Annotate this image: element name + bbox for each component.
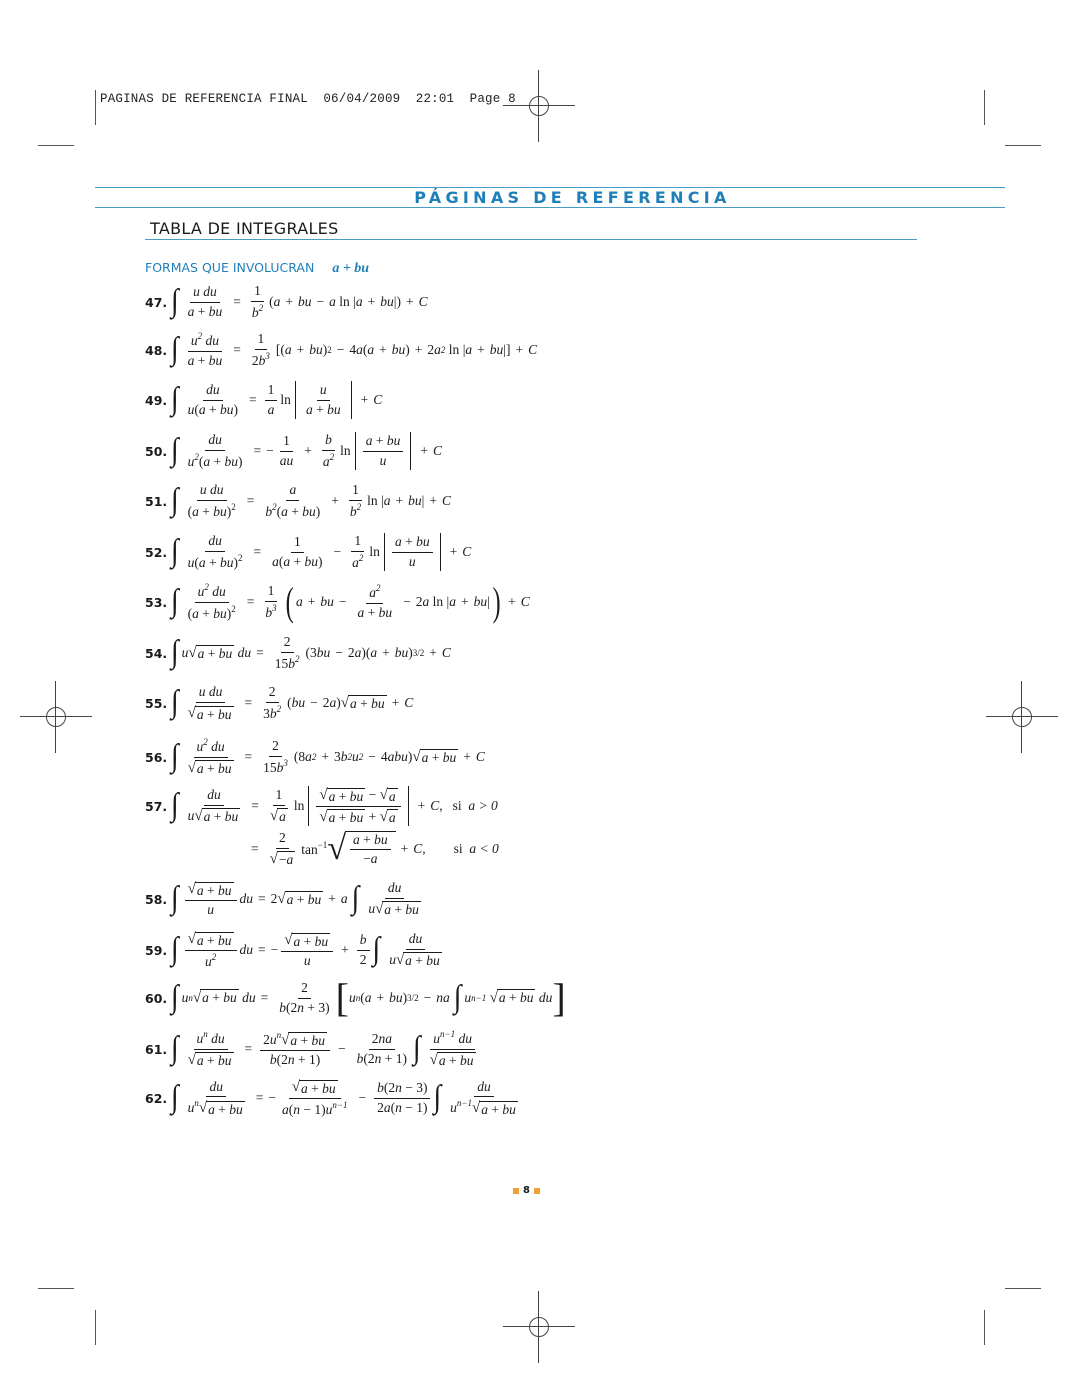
formula-57-case-2: = 2 √ −a $\tan^{-1}$ √ $\frac{a + bu}{-a}$ + C , si a < 0 — [251, 830, 499, 868]
formula-number: 62. — [145, 1090, 168, 1106]
integral-sign-icon: ∫ — [351, 880, 360, 917]
registration-mark-right-icon — [986, 681, 1058, 753]
integral-sign-icon: ∫ — [171, 979, 179, 1016]
integral-sign-icon: ∫ — [171, 684, 179, 721]
integral-sign-icon: ∫ — [372, 931, 381, 968]
formula-54: 54. ∫ u √ a + bu du = $\frac{2}{15b^2}$ (3 bu − 2 a )( a + bu ) 3/2 + C — [145, 634, 451, 671]
crop-mark-bottom-right-v — [984, 1310, 985, 1345]
orange-square-icon — [534, 1188, 540, 1194]
page-number — [513, 1185, 540, 1196]
formula-47: 47. ∫ $\frac{\text{u du}}{a + bu}$ = $\frac{1}{b^2}$ ( a + bu − a ln | a + bu |) + C — [145, 283, 428, 320]
integral-sign-icon: ∫ — [453, 979, 462, 1016]
crop-mark-bottom-left-v — [95, 1310, 96, 1345]
formula-number: 53. — [145, 594, 168, 610]
integral-sign-icon: ∫ — [171, 880, 179, 917]
crop-mark-top-right-v — [984, 90, 985, 125]
crop-mark-bottom-left-h — [38, 1288, 74, 1289]
header-rule-bottom — [95, 207, 1005, 208]
condition-positive: a > 0 — [468, 798, 498, 814]
section-title: TABLA DE INTEGRALES — [150, 219, 339, 238]
formula-61: 61. ∫ $u^n$ du √ a + bu = $2u^n$ √ a + bu b(2n + 1) − $\frac{2na}{b(2n + 1)}$ ∫ $u^{n-1}$ du √ a + bu — [145, 1029, 474, 1069]
formula-59: 59. ∫ √ a + bu $u^2$ du = − √ a + bu u + $\frac{b}{2}$ ∫ du u √ a + bu — [145, 931, 440, 969]
formula-52: 52. ∫ $\frac{du}{u(a + bu)^2}$ = $\frac{1}{a(a + bu)}$ − $\frac{1}{a^2}$ ln $\frac{a + bu}{u}$ + C — [145, 533, 472, 570]
formula-number: 49. — [145, 392, 168, 408]
formula-number: 60. — [145, 990, 168, 1006]
crop-mark-top-right-h — [1005, 145, 1041, 146]
integral-sign-icon: ∫ — [171, 1079, 179, 1116]
integral-sign-icon: ∫ — [171, 432, 179, 469]
formula-58: 58. ∫ √ a + bu u du = 2 √ a + bu + a ∫ du u √ a + bu — [145, 880, 419, 918]
formula-60: 60. ∫ u n √ a + bu du = $\frac{2}{b(2n + 3)}$ [ u n ( a + bu ) 3/2 − na ∫ u n−1 √ a + bu du ] — [145, 975, 566, 1020]
subsection-variable: a + bu — [332, 261, 370, 276]
formula-53: 53. ∫ $\frac{u^2 du}{(a + bu)^2}$ = $\frac{1}{b^3}$ ( a + bu − $\frac{a^2}{a + bu}$ − 2 a ln | a + bu | ) + C — [145, 579, 530, 625]
formula-number: 55. — [145, 695, 168, 711]
printer-slug: PAGINAS DE REFERENCIA FINAL 06/04/2009 22:01 Page 8 — [100, 92, 516, 106]
formula-number: 58. — [145, 891, 168, 907]
page-number-text: 8 — [523, 1185, 530, 1196]
integral-sign-icon: ∫ — [433, 1079, 442, 1116]
formula-number: 61. — [145, 1041, 168, 1057]
integral-sign-icon: ∫ — [171, 787, 179, 824]
formula-number: 51. — [145, 493, 168, 509]
integral-sign-icon: ∫ — [171, 1030, 179, 1067]
formula-number: 59. — [145, 942, 168, 958]
integral-sign-icon: ∫ — [413, 1030, 421, 1067]
formula-number: 56. — [145, 749, 168, 765]
crop-mark-top-left-h — [38, 145, 74, 146]
integral-sign-icon: ∫ — [171, 931, 179, 968]
condition-si: si — [453, 841, 463, 857]
registration-mark-bottom-icon — [503, 1291, 575, 1363]
subsection-label: FORMAS QUE INVOLUCRAN — [145, 260, 315, 275]
formula-51: 51. ∫ $\frac{\text{u du}}{(a + bu)^2}$ = $\frac{a}{b^2(a + bu)}$ + $\frac{1}{b^2}$ ln | a + bu | + C — [145, 482, 451, 519]
formula-number: 50. — [145, 443, 168, 459]
integral-sign-icon: ∫ — [171, 533, 179, 570]
formula-number: 57. — [145, 798, 168, 814]
integral-sign-icon: ∫ — [171, 482, 179, 519]
integral-sign-icon: ∫ — [171, 331, 179, 368]
formula-number: 52. — [145, 544, 168, 560]
page-header-title: PÁGINAS DE REFERENCIA — [414, 188, 731, 207]
condition-negative: a < 0 — [469, 841, 499, 857]
formula-48: 48. ∫ $\frac{u^2 du}{a + bu}$ = $\frac{1}{2b^3}$ [( a + bu ) 2 − 4 a ( a + bu ) + 2 a 2 ln | a + bu |] + C — [145, 331, 538, 368]
formula-55: 55. ∫ u du √ a + bu = $\frac{2}{3b^2}$ ( bu − 2 a ) √ a + bu + C — [145, 684, 414, 722]
integral-sign-icon: ∫ — [171, 583, 179, 620]
integral-sign-icon: ∫ — [171, 738, 179, 775]
registration-mark-left-icon — [20, 681, 92, 753]
formula-56: 56. ∫ $u^2$ du √ a + bu = $\frac{2}{15b^3}$ (8 a 2 + 3 b 2 u 2 − 4 abu ) √ a + bu + C — [145, 737, 485, 777]
integral-sign-icon: ∫ — [171, 283, 179, 320]
registration-mark-top-icon — [503, 70, 575, 142]
section-rule — [145, 239, 917, 240]
formula-50: 50. ∫ $\frac{du}{u^2(a + bu)}$ = − $\frac{1}{au}$ + $\frac{b}{a^2}$ ln $\frac{a + bu}{u}$ + C — [145, 432, 442, 469]
integral-sign-icon: ∫ — [171, 381, 179, 418]
orange-square-icon — [513, 1188, 519, 1194]
crop-mark-top-left-v — [95, 90, 96, 125]
integral-sign-icon: ∫ — [171, 634, 179, 671]
formula-number: 54. — [145, 645, 168, 661]
formula-62: 62. ∫ du $u^n$ √ a + bu = − √ a + bu $a(n - 1)u^{n-1}$ − $\frac{b(2n - 3)}{2a(n - 1)}$ ∫ du $u^{n-1}$ √ a + bu — [145, 1078, 516, 1117]
condition-si: si — [452, 798, 462, 814]
formula-49: 49. ∫ $\frac{du}{u(a + bu)}$ = $\frac{1}{a}$ ln $\frac{u}{a + bu}$ + C — [145, 381, 383, 418]
formula-number: 48. — [145, 342, 168, 358]
crop-mark-bottom-right-h — [1005, 1288, 1041, 1289]
formula-57: 57. ∫ du u √ a + bu = 1 √ a ln √ a + bu − √ a √ a + bu + √ a + C , si a > 0 — [145, 786, 498, 826]
formula-number: 47. — [145, 294, 168, 310]
subsection-heading — [145, 260, 369, 277]
